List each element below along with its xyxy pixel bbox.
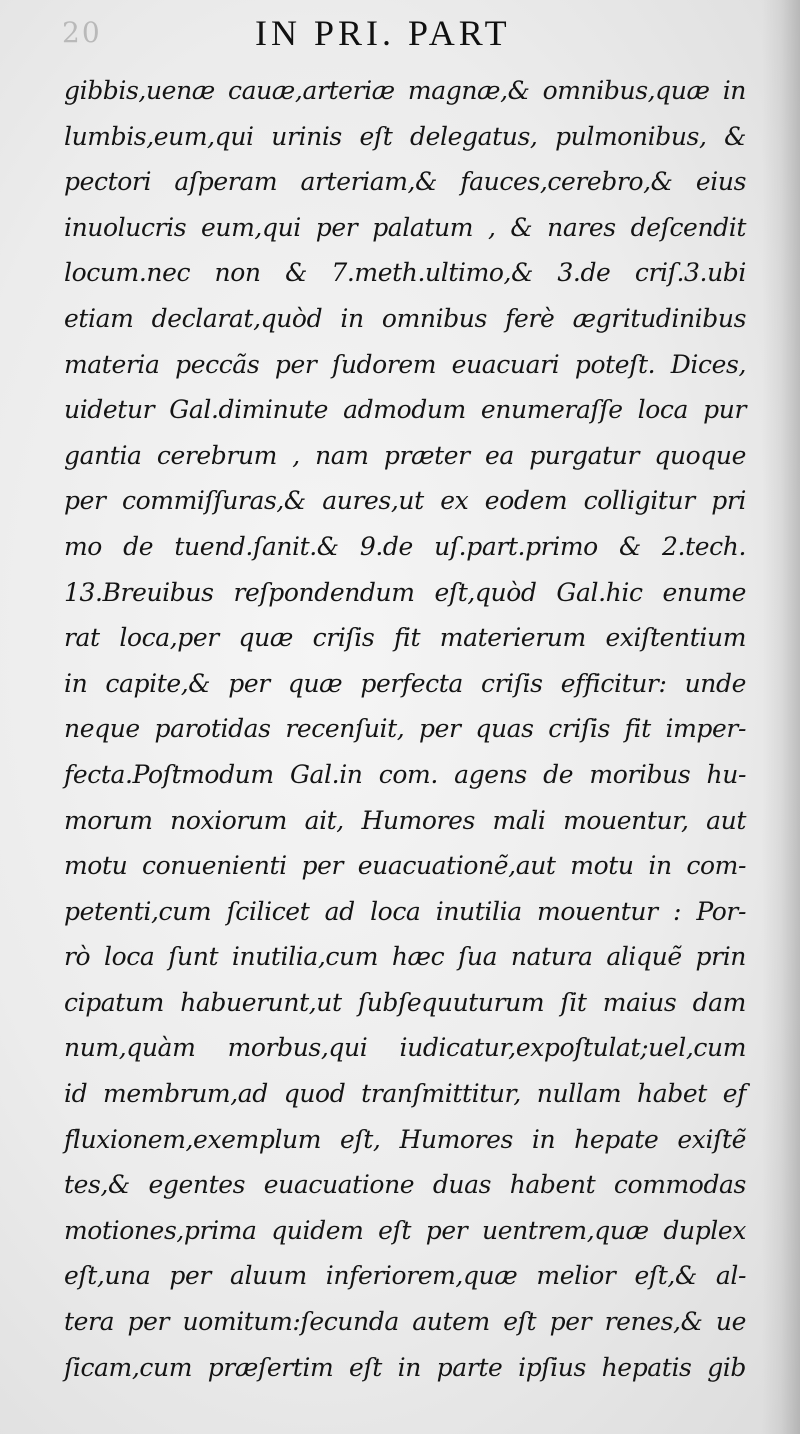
text-line: 13.Breuibus reſpondendum eſt,quòd Gal.hic enume [64,577,746,607]
text-line: motiones,prima quidem eſt per uentrem,quæ duplex [64,1215,746,1245]
page-edge-shadow [762,0,800,1434]
text-line: locum.nec non & 7.meth.ultimo,& 3.de criſ.3.ubi [64,258,746,288]
page-header [0,12,800,62]
text-line: morum noxiorum ait, Humores mali mouentur, aut [64,805,746,835]
text-line: in capite,& per quæ perfecta criſis efficitur: unde [64,668,746,698]
text-line: fluxionem,exemplum eſt, Humores in hepate exiſtẽ [64,1124,746,1154]
text-line: per commiſſuras,& aures,ut ex eodem colligitur pri [64,486,746,516]
text-line: etiam declarat,quòd in omnibus ferè ægritudinibus [64,303,746,333]
text-line: gantia cerebrum , nam præter ea purgatur quoque [64,440,746,470]
text-line: ſicam,cum præſertim eſt in parte ipſius hepatis gib [64,1352,746,1382]
text-line: gibbis,uenæ cauæ,arteriæ magnæ,& omnibus,quæ in [64,76,746,105]
text-line: eſt,una per aluum inferiorem,quæ melior eſt,& al- [64,1261,746,1291]
folio-number: 20 [62,16,102,49]
text-line: mo de tuend.ſanit.& 9.de uſ.part.primo & 2.tech. [64,531,746,561]
text-line: neque parotidas recenſuit, per quas criſis fit imper- [64,714,746,744]
text-line: inuolucris eum,qui per palatum , & nares deſcendit [64,212,746,242]
text-line: uidetur Gal.diminute admodum enumeraſſe loca pur [64,395,746,425]
text-line: cipatum habuerunt,ut ſubſequuturum ſit maius dam [64,987,746,1017]
text-line: petenti,cum ſcilicet ad loca inutilia mouentur : Por- [64,896,746,926]
text-line: tes,& egentes euacuatione duas habent commodas [64,1170,746,1200]
body-text [64,68,746,1390]
text-line: rò loca ſunt inutilia,cum hæc ſua natura aliquẽ prin [64,942,746,972]
text-line: pectori aſperam arteriam,& fauces,cerebro,& eius [64,167,746,197]
text-line: num,quàm morbus,qui iudicatur,expoſtulat;uel,cum [64,1033,746,1063]
text-line: id membrum,ad quod tranſmittitur, nullam habet ef [64,1079,746,1109]
running-head: IN PRI. PART [255,13,511,53]
text-line: materia peccãs per ſudorem euacuari poteſt. Dices, [64,349,746,379]
text-line: fecta.Poſtmodum Gal.in com. agens de moribus hu- [64,759,746,789]
text-line: motu conuenienti per euacuationẽ,aut motu in com- [64,851,746,881]
text-line: tera per uomitum:ſecunda autem eſt per renes,& ue [64,1307,746,1337]
text-line: lumbis,eum,qui urinis eſt delegatus, pulmonibus, & [64,121,746,151]
text-line: rat loca,per quæ criſis fit materierum exiſtentium [64,623,746,653]
